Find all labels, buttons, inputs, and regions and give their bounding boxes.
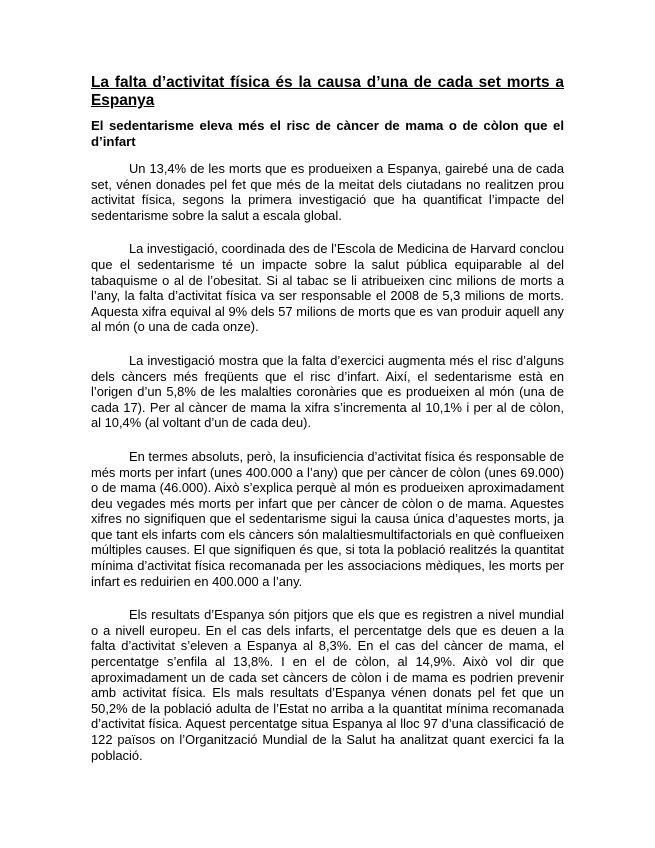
paragraph-5: Els resultats d’Espanya són pitjors que els que es registren a nivel mundial o a nivell europeu. En el cas dels infarts, el percentatge dels que es deuen a la falta d’activitat s’eleven a Espanya al 8,3%. En el cas del càncer de mama, el percentatge s’enfila al 13,8%. I en el de còlon, al 14,9%. Això vol dir que aproximadament un de cada set càncers de còlon i de mama es podrien prevenir amb activitat física. Els mals resultats d’Espanya vénen donats pel fet que un 50,2% de la població adulta de l’Estat no arriba a la quantitat mínima recomanada d’activitat física. Aquest percentatge situa Espanya al lloc 97 d’una classificació de 122 països on l’Organització Mundial de la Salut ha analitzat quant exercici fa la població.: [91, 607, 564, 763]
paragraph-1: Un 13,4% de les morts que es produeixen a Espanya, gairebé una de cada set, vénen donades pel fet que més de la meitat dels ciutadans no realitzen prou activitat física, segons la primera investigació que ha quantificat l’impacte del sedentarisme sobre la salut a escala global.: [91, 161, 564, 223]
article-title: La falta d’activitat física és la causa d’una de cada set morts a Espanya: [91, 74, 564, 109]
article-subtitle: El sedentarisme eleva més el risc de càncer de mama o de còlon que el d’infart: [91, 118, 564, 149]
paragraph-3: La investigació mostra que la falta d’exercici augmenta més el risc d’alguns dels càncers més freqüents que el risc d’infart. Així, el sedentarisme està en l’origen d’un 5,8% de les malalties coronàries que es produeixen al món (una de cada 17). Per al càncer de mama la xifra s’incrementa al 10,1% i per al de còlon, al 10,4% (al voltant d’un de cada deu).: [91, 352, 564, 431]
paragraph-2: La investigació, coordinada des de l’Escola de Medicina de Harvard conclou que el sedentarisme té un impacte sobre la salut pública equiparable al del tabaquisme o al de l’obesitat. Si al tabac se li atribueixen cinc milions de morts a l’any, la falta d’activitat física va ser responsable el 2008 de 5,3 milions de morts. Aquesta xifra equival al 9% dels 57 milions de morts que es van produir aquell any al món (o una de cada onze).: [91, 241, 564, 335]
paragraph-4: En termes absoluts, però, la insuficiencia d’activitat física és responsable de més morts per infart (unes 400.000 a l’any) que per càncer de còlon (unes 69.000) o de mama (46.000). Això s’explica perquè al món es produeixen aproximadament deu vegades més morts per infart que per càncer de còlon o de mama. Aquestes xifres no signifiquen que el sedentarisme sigui la causa única d’aquestes morts, ja que tant els infarts com els càncers són malaltiesmultifactorials en què conflueixen múltiples causes. El que signifiquen és que, si tota la població realitzés la quantitat mínima d’activitat física recomanada per les associacions mèdiques, les morts per infart es reduirien en 400.000 a l’any.: [91, 448, 564, 589]
document-page: [91, 74, 564, 781]
